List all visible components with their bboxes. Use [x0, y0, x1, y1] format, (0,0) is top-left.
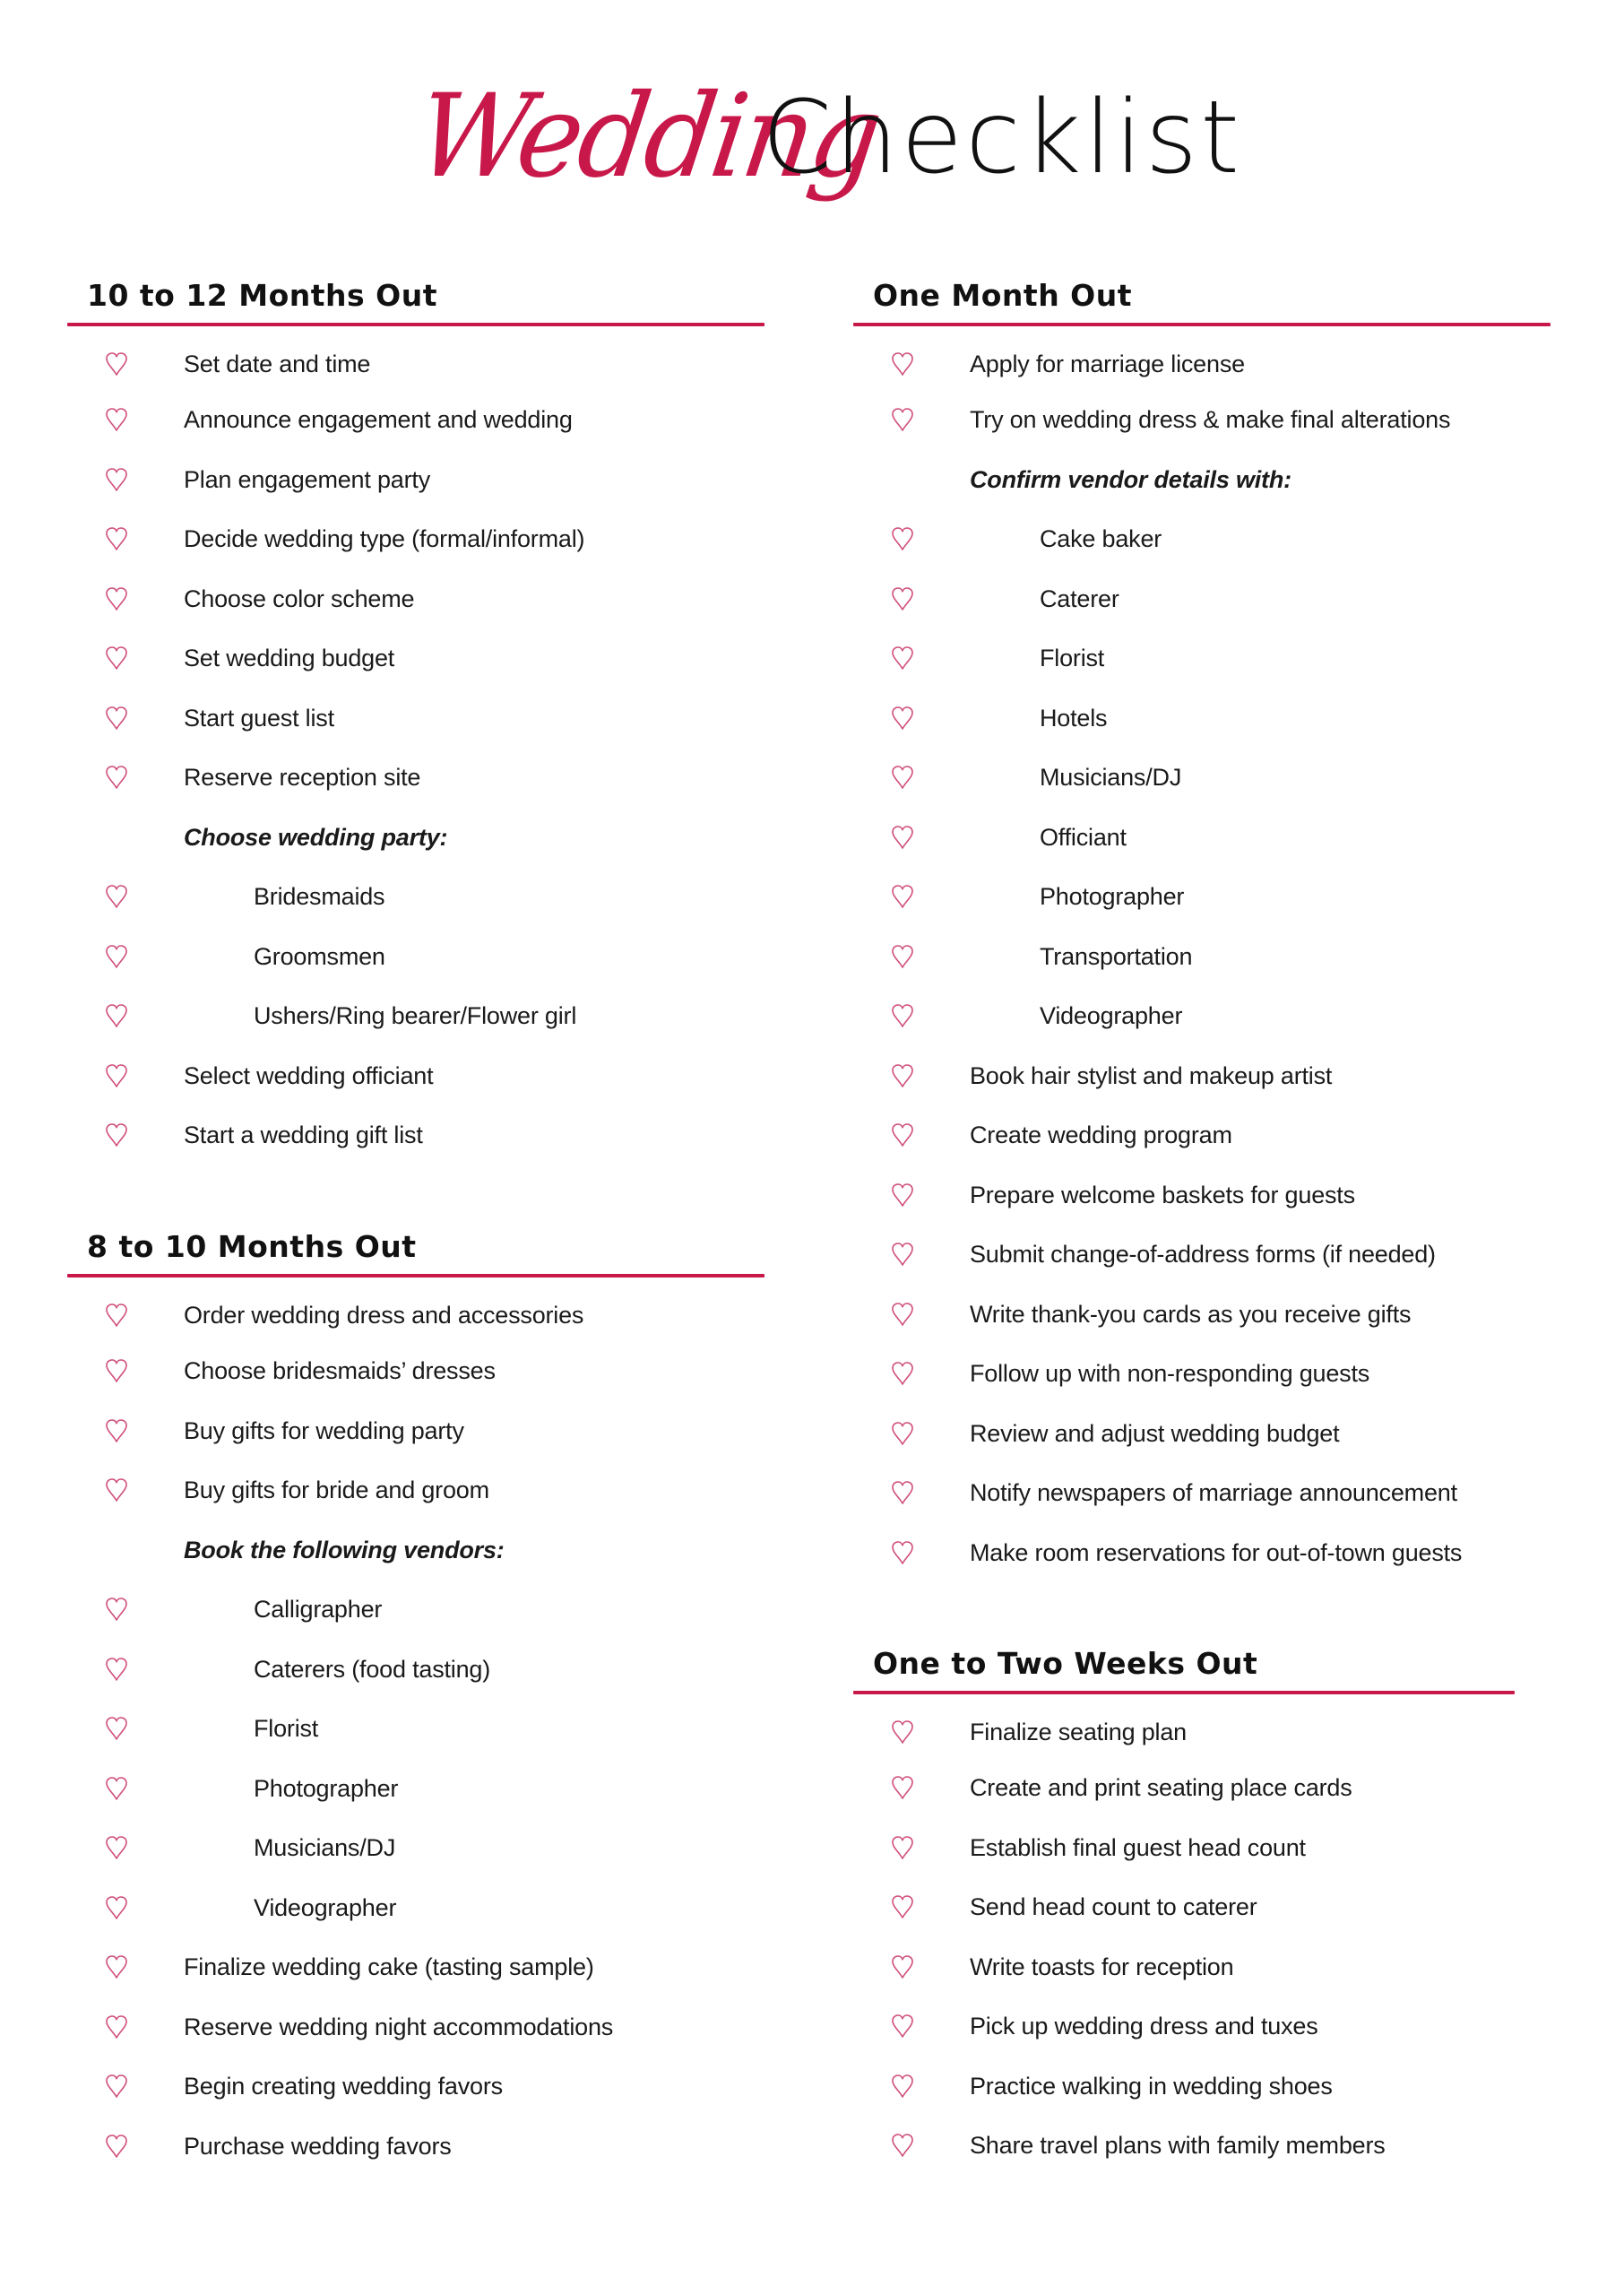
checklist-item[interactable]: [853, 1119, 1551, 1179]
item-label: Caterer: [1040, 585, 1119, 612]
heart-checkbox-icon[interactable]: [105, 1477, 128, 1503]
section-1-2-weeks: [853, 1644, 1515, 2189]
heart-checkbox-icon[interactable]: [891, 1540, 914, 1565]
item-label: Cake baker: [1040, 525, 1162, 552]
heart-checkbox-icon[interactable]: [891, 706, 914, 731]
item-label: Officiant: [1040, 823, 1127, 851]
item-label: Start a wedding gift list: [184, 1122, 423, 1148]
heart-checkbox-icon[interactable]: [105, 407, 128, 432]
item-label: Book hair stylist and makeup artist: [970, 1061, 1333, 1089]
item-label: Submit change-of-address forms (if needed): [970, 1241, 1436, 1268]
checklist: [67, 1299, 764, 2189]
item-label: Caterers (food tasting): [254, 1655, 491, 1683]
section-divider: [853, 1691, 1515, 1694]
item-label: Photographer: [254, 1774, 399, 1802]
item-label: Plan engagement party: [184, 465, 430, 493]
checklist-item[interactable]: [853, 2129, 1515, 2189]
checklist-item[interactable]: [853, 2070, 1515, 2130]
item-label: Follow up with non-responding guests: [970, 1360, 1370, 1387]
section-divider: [67, 323, 764, 326]
checklist-item[interactable]: [67, 1712, 764, 1772]
heart-checkbox-icon[interactable]: [891, 2133, 914, 2158]
heart-checkbox-icon[interactable]: [105, 1597, 128, 1622]
heart-checkbox-icon[interactable]: [891, 1894, 914, 1919]
heart-checkbox-icon[interactable]: [891, 1719, 914, 1745]
section-divider: [67, 1274, 764, 1277]
item-label: Videographer: [1040, 1002, 1183, 1029]
heart-checkbox-icon[interactable]: [105, 1776, 128, 1801]
checklist-item[interactable]: [67, 1000, 764, 1060]
checklist-item[interactable]: [853, 403, 1551, 463]
checklist-item[interactable]: [67, 2130, 764, 2190]
heart-checkbox-icon[interactable]: [891, 2014, 914, 2039]
checklist-subheading: [853, 463, 1551, 524]
heart-checkbox-icon[interactable]: [105, 2074, 128, 2099]
item-label: Pick up wedding dress and tuxes: [970, 2013, 1318, 2040]
item-label: Apply for marriage license: [970, 351, 1245, 377]
section-heading: 8 to 10 Months Out: [87, 1229, 417, 1264]
checklist-subheading: [67, 1534, 764, 1594]
item-label: Select wedding officiant: [184, 1061, 434, 1089]
checklist-item[interactable]: [67, 1355, 764, 1415]
checklist-item[interactable]: [853, 642, 1551, 702]
item-label: Buy gifts for wedding party: [184, 1416, 464, 1444]
item-label: Finalize seating plan: [970, 1719, 1187, 1745]
heart-checkbox-icon[interactable]: [891, 1122, 914, 1148]
item-label: Share travel plans with family members: [970, 2132, 1386, 2159]
heart-checkbox-icon[interactable]: [891, 944, 914, 969]
item-label: Begin creating wedding favors: [184, 2073, 503, 2100]
checklist-item[interactable]: [853, 1891, 1515, 1951]
checklist-item[interactable]: [853, 2010, 1515, 2070]
heart-checkbox-icon[interactable]: [891, 1954, 914, 1979]
checklist-item[interactable]: [853, 1771, 1515, 1832]
checklist-item[interactable]: [67, 702, 764, 762]
heart-checkbox-icon[interactable]: [105, 944, 128, 969]
checklist-item[interactable]: [853, 1060, 1551, 1120]
checklist-item[interactable]: [853, 1832, 1515, 1892]
item-label: Videographer: [254, 1893, 397, 1921]
checklist-item[interactable]: [67, 1653, 764, 1713]
item-label: Groomsmen: [254, 942, 385, 970]
heart-checkbox-icon[interactable]: [891, 1775, 914, 1800]
title-plain-word: Checklist: [762, 80, 1243, 196]
checklist-item[interactable]: [853, 1357, 1551, 1417]
item-label: Set date and time: [184, 351, 371, 377]
item-label: Reserve wedding night accommodations: [184, 2013, 614, 2040]
checklist-item[interactable]: [67, 463, 764, 524]
item-label: Musicians/DJ: [254, 1834, 396, 1861]
heart-checkbox-icon[interactable]: [891, 884, 914, 909]
checklist-item[interactable]: [67, 1060, 764, 1120]
item-label: Hotels: [1040, 704, 1108, 732]
section-divider: [853, 323, 1551, 326]
section-heading: 10 to 12 Months Out: [87, 278, 437, 313]
checklist-item[interactable]: [853, 1417, 1551, 1477]
checklist: [853, 1716, 1515, 2189]
checklist-item[interactable]: [67, 2070, 764, 2130]
heart-checkbox-icon[interactable]: [105, 1835, 128, 1860]
heart-checkbox-icon[interactable]: [105, 467, 128, 492]
heart-checkbox-icon[interactable]: [891, 645, 914, 671]
item-label: Start guest list: [184, 704, 334, 732]
checklist-item[interactable]: [853, 821, 1551, 881]
item-label: Florist: [254, 1715, 319, 1742]
heart-checkbox-icon[interactable]: [105, 884, 128, 909]
checklist-item[interactable]: [853, 702, 1551, 762]
checklist-item[interactable]: [67, 1415, 764, 1475]
item-label: Write toasts for reception: [970, 1953, 1234, 1980]
item-label: Review and adjust wedding budget: [970, 1419, 1340, 1447]
heart-checkbox-icon[interactable]: [891, 586, 914, 611]
heart-checkbox-icon[interactable]: [105, 1895, 128, 1920]
item-label: Try on wedding dress & make final alterations: [970, 406, 1451, 433]
section-8-10-months: [67, 1227, 764, 2189]
item-label: Decide wedding type (formal/informal): [184, 525, 585, 552]
checklist: [67, 348, 764, 1179]
title-script-word: Wedding: [409, 69, 887, 204]
heart-checkbox-icon[interactable]: [891, 765, 914, 790]
checklist-item[interactable]: [67, 642, 764, 702]
subheading-label: Book the following vendors:: [184, 1536, 505, 1563]
item-label: Reserve reception site: [184, 764, 421, 791]
heart-checkbox-icon[interactable]: [105, 706, 128, 731]
item-label: Write thank-you cards as you receive gifts: [970, 1300, 1412, 1328]
checklist-item[interactable]: [67, 1299, 764, 1355]
heart-checkbox-icon[interactable]: [891, 1063, 914, 1088]
heart-checkbox-icon[interactable]: [105, 586, 128, 611]
heart-checkbox-icon[interactable]: [105, 1657, 128, 1682]
checklist-item[interactable]: [67, 2011, 764, 2071]
item-label: Ushers/Ring bearer/Flower girl: [254, 1002, 577, 1029]
heart-checkbox-icon[interactable]: [891, 1182, 914, 1208]
checklist-item[interactable]: [67, 583, 764, 643]
checklist-item[interactable]: [853, 880, 1551, 940]
checklist-item[interactable]: [853, 1477, 1551, 1537]
item-label: Prepare welcome baskets for guests: [970, 1181, 1355, 1208]
heart-checkbox-icon[interactable]: [105, 645, 128, 671]
item-label: Musicians/DJ: [1040, 764, 1182, 791]
item-label: Send head count to caterer: [970, 1893, 1257, 1920]
item-label: Photographer: [1040, 883, 1185, 910]
heart-checkbox-icon[interactable]: [105, 1003, 128, 1028]
checklist-item[interactable]: [67, 761, 764, 821]
item-label: Create wedding program: [970, 1122, 1232, 1148]
checklist-item[interactable]: [853, 348, 1551, 403]
checklist-item[interactable]: [67, 403, 764, 463]
item-label: Set wedding budget: [184, 645, 395, 671]
checklist-item[interactable]: [853, 523, 1551, 583]
item-label: Practice walking in wedding shoes: [970, 2072, 1333, 2100]
heart-checkbox-icon[interactable]: [891, 351, 914, 377]
checklist-item[interactable]: [853, 940, 1551, 1000]
checklist-item[interactable]: [67, 1119, 764, 1179]
heart-checkbox-icon[interactable]: [105, 1122, 128, 1148]
section-heading: One to Two Weeks Out: [873, 1646, 1258, 1681]
heart-checkbox-icon[interactable]: [105, 1303, 128, 1328]
item-label: Transportation: [1040, 942, 1193, 970]
checklist-item[interactable]: [853, 1716, 1515, 1771]
heart-checkbox-icon[interactable]: [105, 351, 128, 377]
checklist-item[interactable]: [67, 1892, 764, 1952]
heart-checkbox-icon[interactable]: [891, 1242, 914, 1267]
item-label: Notify newspapers of marriage announcement: [970, 1479, 1457, 1506]
heart-checkbox-icon[interactable]: [105, 765, 128, 790]
checklist-item[interactable]: [853, 1238, 1551, 1298]
checklist-item[interactable]: [853, 1537, 1551, 1597]
heart-checkbox-icon[interactable]: [891, 1835, 914, 1860]
heart-checkbox-icon[interactable]: [105, 2014, 128, 2040]
checklist-item[interactable]: [853, 1000, 1551, 1060]
item-label: Choose bridesmaids’ dresses: [184, 1357, 496, 1384]
subheading-label: Choose wedding party:: [184, 823, 448, 851]
checklist-item[interactable]: [853, 761, 1551, 821]
checklist: [853, 348, 1551, 1596]
item-label: Buy gifts for bride and groom: [184, 1477, 489, 1503]
heart-checkbox-icon[interactable]: [105, 1358, 128, 1383]
heart-checkbox-icon[interactable]: [891, 2074, 914, 2099]
checklist-item[interactable]: [67, 1474, 764, 1534]
checklist-item[interactable]: [853, 583, 1551, 643]
checklist-item[interactable]: [67, 348, 764, 403]
checklist-item[interactable]: [853, 1951, 1515, 2011]
heart-checkbox-icon[interactable]: [891, 1480, 914, 1505]
item-label: Choose color scheme: [184, 585, 415, 612]
heart-checkbox-icon[interactable]: [891, 1421, 914, 1446]
heart-checkbox-icon[interactable]: [891, 1003, 914, 1028]
heart-checkbox-icon[interactable]: [891, 526, 914, 551]
heart-checkbox-icon[interactable]: [891, 1302, 914, 1327]
item-label: Create and print seating place cards: [970, 1774, 1352, 1801]
heart-checkbox-icon[interactable]: [105, 1954, 128, 1979]
checklist-item[interactable]: [853, 1298, 1551, 1358]
subheading-label: Confirm vendor details with:: [970, 465, 1291, 493]
item-label: Announce engagement and wedding: [184, 406, 573, 433]
heart-checkbox-icon[interactable]: [891, 825, 914, 850]
heart-checkbox-icon[interactable]: [105, 1716, 128, 1741]
checklist-item[interactable]: [67, 1832, 764, 1892]
item-label: Florist: [1040, 645, 1105, 671]
heart-checkbox-icon[interactable]: [891, 1361, 914, 1386]
checklist-item[interactable]: [67, 1772, 764, 1832]
page-title: [0, 69, 1624, 240]
item-label: Finalize wedding cake (tasting sample): [184, 1953, 594, 1980]
checklist-item[interactable]: [67, 940, 764, 1000]
checklist-item[interactable]: [67, 880, 764, 940]
item-label: Order wedding dress and accessories: [184, 1302, 584, 1329]
section-one-month: [853, 276, 1551, 1596]
section-10-12-months: [67, 276, 764, 1179]
item-label: Purchase wedding favors: [184, 2132, 452, 2160]
item-label: Establish final guest head count: [970, 1833, 1306, 1861]
heart-checkbox-icon[interactable]: [891, 407, 914, 432]
item-label: Bridesmaids: [254, 883, 385, 910]
heart-checkbox-icon[interactable]: [105, 1418, 128, 1443]
checklist-item[interactable]: [67, 523, 764, 583]
checklist-subheading: [67, 821, 764, 881]
heart-checkbox-icon[interactable]: [105, 2134, 128, 2159]
checklist-item[interactable]: [67, 1593, 764, 1653]
item-label: Calligrapher: [254, 1596, 383, 1623]
item-label: Make room reservations for out-of-town guests: [970, 1538, 1463, 1566]
section-heading: One Month Out: [873, 278, 1132, 313]
checklist-item[interactable]: [67, 1951, 764, 2011]
heart-checkbox-icon[interactable]: [105, 1063, 128, 1088]
heart-checkbox-icon[interactable]: [105, 526, 128, 551]
checklist-item[interactable]: [853, 1179, 1551, 1239]
